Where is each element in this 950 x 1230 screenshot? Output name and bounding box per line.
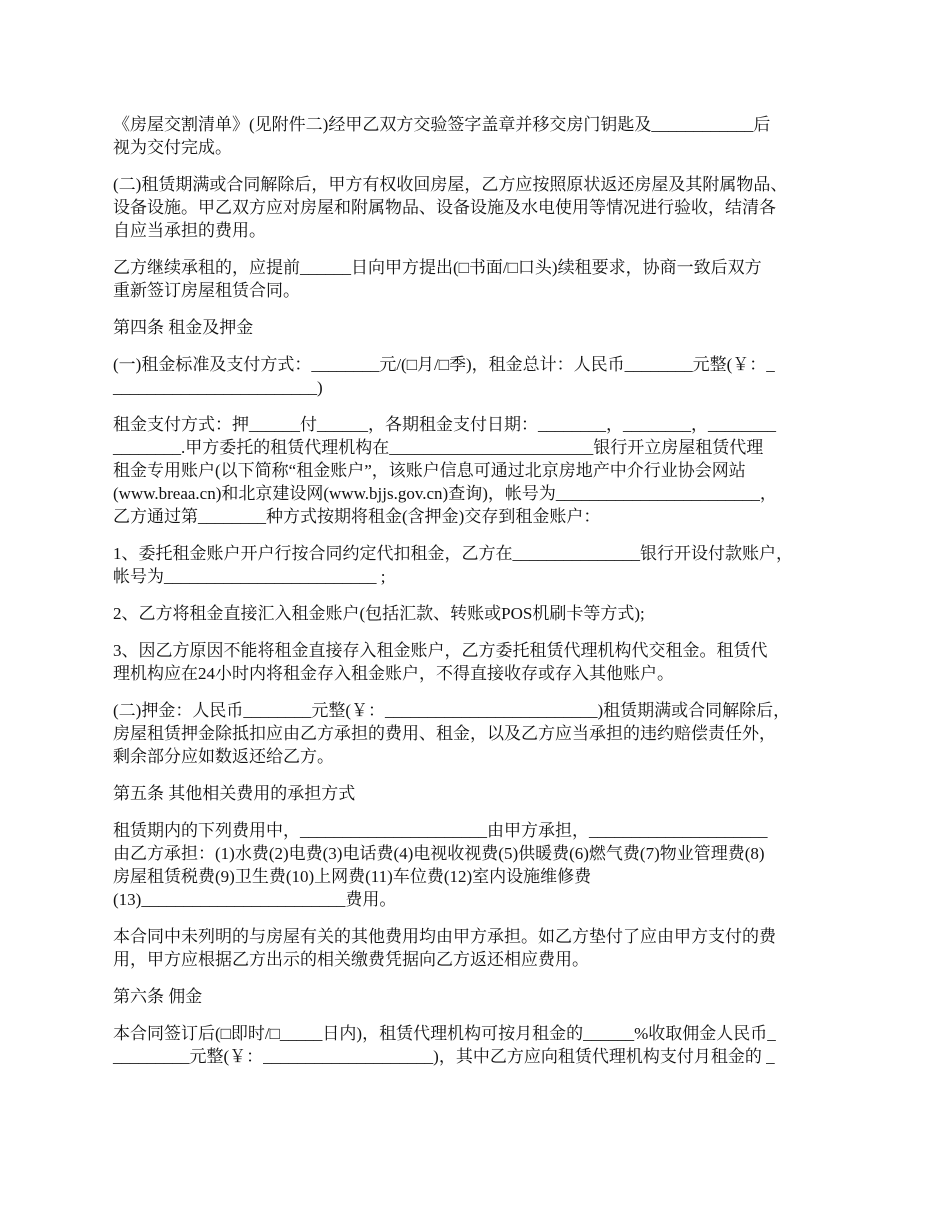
section-heading: [113, 316, 843, 339]
text-line: 帐号为_________________________ ;: [113, 567, 386, 586]
text-line: 3、因乙方原因不能将租金直接存入租金账户，乙方委托租赁代理机构代交租金。租赁代: [113, 641, 768, 660]
text-line: 1、委托租金账户开户行按合同约定代扣租金，乙方在_______________银行开设付款账户，: [113, 544, 793, 563]
paragraph: [113, 819, 843, 911]
paragraph: [113, 413, 843, 528]
document-body: [113, 113, 843, 1082]
paragraph: [113, 353, 843, 399]
paragraph: [113, 1022, 843, 1068]
text-line: ________________________): [113, 378, 323, 397]
text-line: _________元整(￥：____________________)，其中乙方应向租赁代理机构支付月租金的 _: [113, 1047, 775, 1066]
text-line: 乙方继续承租的，应提前______日向甲方提出(□书面/□口头)续租要求，协商一致后双方: [113, 258, 762, 277]
paragraph: [113, 639, 843, 685]
text-line: (13)________________________费用。: [113, 890, 397, 909]
text-line: 《房屋交割清单》(见附件二)经甲乙双方交验签字盖章并移交房门钥匙及____________后: [113, 115, 771, 134]
paragraph: [113, 256, 843, 302]
text-line: 自应当承担的费用。: [113, 221, 266, 240]
text-line: 租金支付方式：押______付______，各期租金支付日期：________，________，________: [113, 415, 776, 434]
text-line: 租金专用账户(以下简称“租金账户”，该账户信息可通过北京房地产中介行业协会网站: [113, 461, 746, 480]
text-line: 用，甲方应根据乙方出示的相关缴费凭据向乙方返还相应费用。: [113, 950, 589, 969]
text-line: (二)租赁期满或合同解除后，甲方有权收回房屋，乙方应按照原状返还房屋及其附属物品、: [113, 175, 788, 194]
text-line: 乙方通过第________种方式按期将租金(含押金)交存到租金账户：: [113, 507, 601, 526]
text-line: 本合同中未列明的与房屋有关的其他费用均由甲方承担。如乙方垫付了应由甲方支付的费: [113, 927, 776, 946]
text-line: 第五条 其他相关费用的承担方式: [113, 784, 356, 803]
text-line: 设备设施。甲乙双方应对房屋和附属物品、设备设施及水电使用等情况进行验收，结清各: [113, 198, 776, 217]
paragraph: [113, 173, 843, 242]
text-line: 房屋租赁押金除抵扣应由乙方承担的费用、租金，以及乙方应当承担的违约赔偿责任外，: [113, 724, 776, 743]
paragraph: [113, 113, 843, 159]
text-line: 租赁期内的下列费用中，______________________由甲方承担，_____________________: [113, 821, 768, 840]
text-line: 剩余部分应如数返还给乙方。: [113, 747, 334, 766]
text-line: 本合同签订后(□即时/□_____日内)，租赁代理机构可按月租金的______%收取佣金人民币_: [113, 1024, 776, 1043]
text-line: (二)押金：人民币________元整(￥：_________________________)租赁期满或合同解除后，: [113, 701, 791, 720]
paragraph: [113, 699, 843, 768]
text-line: 理机构应在24小时内将租金存入租金账户，不得直接收存或存入其他账户。: [113, 664, 674, 683]
paragraph: [113, 542, 843, 588]
text-line: 由乙方承担：(1)水费(2)电费(3)电话费(4)电视收视费(5)供暖费(6)燃气费(7)物业管理费(8): [113, 844, 765, 863]
text-line: 房屋租赁税费(9)卫生费(10)上网费(11)车位费(12)室内设施维修费: [113, 867, 592, 886]
text-line: (一)租金标准及支付方式：________元/(□月/□季)，租金总计：人民币________元整(￥：_: [113, 355, 775, 374]
text-line: 第六条 佣金: [113, 987, 203, 1006]
text-line: (www.breaa.cn)和北京建设网(www.bjjs.gov.cn)查询)，帐号为________________________，: [113, 484, 777, 503]
text-line: 第四条 租金及押金: [113, 318, 254, 337]
text-line: 2、乙方将租金直接汇入租金账户(包括汇款、转账或POS机刷卡等方式);: [113, 604, 645, 623]
text-line: 重新签订房屋租赁合同。: [113, 281, 300, 300]
paragraph: [113, 925, 843, 971]
text-line: 视为交付完成。: [113, 138, 232, 157]
paragraph: [113, 602, 843, 625]
section-heading: [113, 782, 843, 805]
text-line: ________.甲方委托的租赁代理机构在________________________银行开立房屋租赁代理: [113, 438, 764, 457]
section-heading: [113, 985, 843, 1008]
